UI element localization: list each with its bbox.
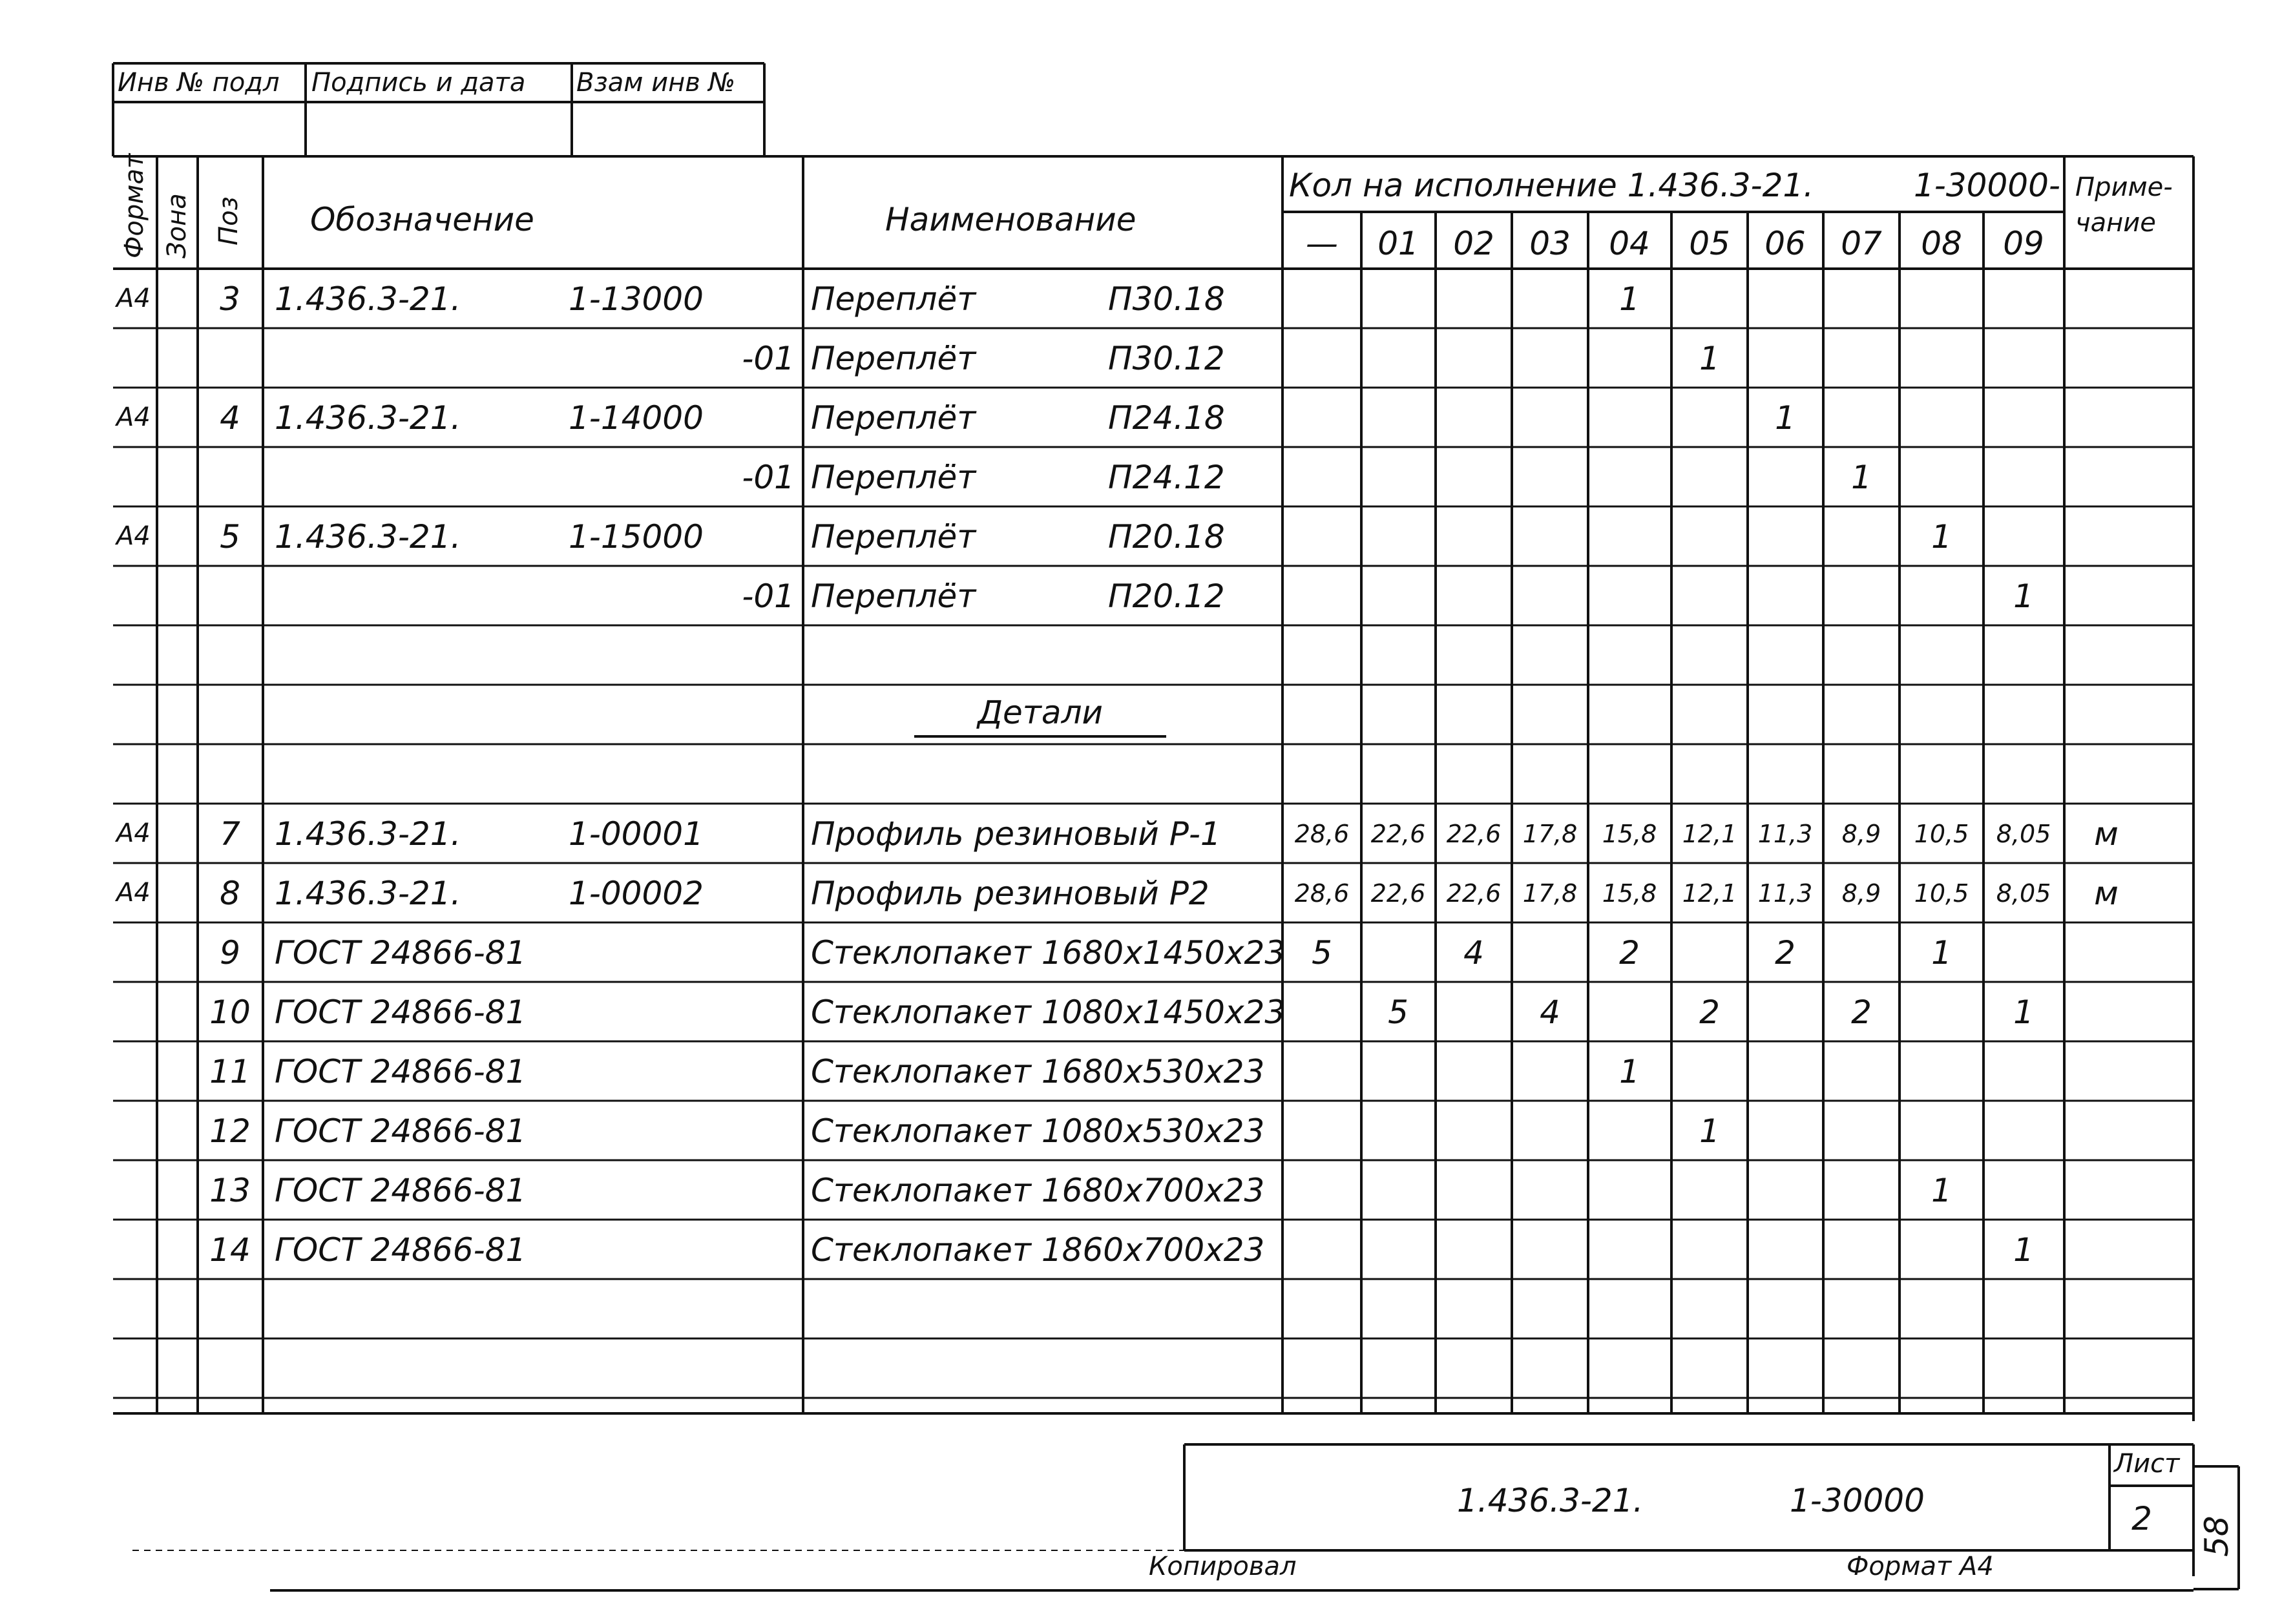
row-designation: 1.436.3-21. xyxy=(275,815,461,853)
row-position: 5 xyxy=(220,518,240,556)
qty-cell: 17,8 xyxy=(1522,820,1578,848)
row-designation: 1.436.3-21. xyxy=(275,875,461,912)
row-designation: ГОСТ 24866-81 xyxy=(275,1231,527,1269)
qty-cell: 1 xyxy=(1931,518,1952,556)
variant-header: 04 xyxy=(1609,225,1650,262)
variant-header: — xyxy=(1306,225,1338,262)
variant-header: 03 xyxy=(1529,225,1571,262)
row-note: м xyxy=(2094,815,2119,853)
stamp-podpis-data: Подпись и дата xyxy=(311,68,526,98)
qty-cell: 1 xyxy=(1619,280,1640,318)
qty-cell: 8,9 xyxy=(1841,879,1881,908)
header-kol-title: Кол на исполнение 1.436.3-21. xyxy=(1289,167,1814,204)
qty-cell: 28,6 xyxy=(1294,820,1350,848)
row-name-mark: П30.18 xyxy=(1108,280,1225,318)
row-name: Стеклопакет 1080х530х23 xyxy=(811,1112,1265,1150)
variant-header: 09 xyxy=(2003,225,2044,262)
stamp-vzam-inv: Взам инв № xyxy=(576,68,736,98)
qty-cell: 1 xyxy=(1775,399,1795,437)
qty-cell: 1 xyxy=(1619,1053,1640,1090)
qty-cell: 2 xyxy=(1699,994,1720,1031)
row-name: Профиль резиновый Р2 xyxy=(811,875,1209,912)
qty-cell: 1 xyxy=(1699,1112,1720,1150)
variant-header: 08 xyxy=(1921,225,1962,262)
qty-cell: 2 xyxy=(1775,934,1795,972)
row-name: Переплёт xyxy=(811,399,976,437)
row-name: Стеклопакет 1680х700х23 xyxy=(811,1172,1265,1209)
row-note: м xyxy=(2094,875,2119,912)
row-designation: ГОСТ 24866-81 xyxy=(275,1172,527,1209)
row-name-mark: П20.18 xyxy=(1108,518,1225,556)
header-kol-code: 1-30000- xyxy=(1914,167,2060,204)
qty-cell: 10,5 xyxy=(1914,879,1969,908)
section-title: Детали xyxy=(977,694,1104,731)
qty-cell: 8,05 xyxy=(1996,820,2051,848)
qty-cell: 22,6 xyxy=(1370,879,1426,908)
qty-cell: 22,6 xyxy=(1446,820,1502,848)
row-format: А4 xyxy=(116,521,151,551)
qty-cell: 8,9 xyxy=(1841,820,1881,848)
row-name-mark: П30.12 xyxy=(1108,340,1225,377)
qty-cell: 28,6 xyxy=(1294,879,1350,908)
variant-header: 01 xyxy=(1377,225,1419,262)
row-position: 14 xyxy=(209,1231,251,1269)
qty-cell: 1 xyxy=(1931,1172,1952,1209)
row-position: 13 xyxy=(209,1172,251,1209)
row-name: Переплёт xyxy=(811,340,976,377)
header-primechanie-2: чание xyxy=(2075,208,2156,238)
row-designation: ГОСТ 24866-81 xyxy=(275,1053,527,1090)
qty-cell: 5 xyxy=(1312,934,1332,972)
row-position: 8 xyxy=(220,875,240,912)
row-name-mark: П24.18 xyxy=(1108,399,1225,437)
qty-cell: 17,8 xyxy=(1522,879,1578,908)
row-name: Переплёт xyxy=(811,518,976,556)
row-designation: ГОСТ 24866-81 xyxy=(275,1112,527,1150)
qty-cell: 1 xyxy=(1931,934,1952,972)
row-name: Стеклопакет 1680х530х23 xyxy=(811,1053,1265,1090)
qty-cell: 8,05 xyxy=(1996,879,2051,908)
row-designation: ГОСТ 24866-81 xyxy=(275,994,527,1031)
row-position: 7 xyxy=(220,815,240,853)
row-position: 3 xyxy=(220,280,240,318)
row-position: 9 xyxy=(220,934,240,972)
row-designation-code: 1-00002 xyxy=(569,875,704,912)
qty-cell: 5 xyxy=(1388,994,1408,1031)
header-format: Формат xyxy=(120,153,149,258)
row-designation: ГОСТ 24866-81 xyxy=(275,934,527,972)
row-designation-code: 1-00001 xyxy=(569,815,704,853)
doc-designation-b: 1-30000 xyxy=(1790,1482,1925,1519)
row-name: Стеклопакет 1680х1450х23 xyxy=(811,934,1286,972)
row-position: 10 xyxy=(209,994,251,1031)
qty-cell: 2 xyxy=(1619,934,1640,972)
variant-header: 07 xyxy=(1841,225,1882,262)
qty-cell: 12,1 xyxy=(1682,820,1737,848)
row-name-mark: П20.12 xyxy=(1108,578,1225,615)
row-name: Стеклопакет 1080х1450х23 xyxy=(811,994,1286,1031)
footer-format: Формат А4 xyxy=(1847,1552,1994,1581)
footer-copied: Копировал xyxy=(1149,1552,1297,1581)
row-designation: 1.436.3-21. xyxy=(275,518,461,556)
qty-cell: 15,8 xyxy=(1602,879,1657,908)
qty-cell: 11,3 xyxy=(1757,879,1813,908)
row-designation: 1.436.3-21. xyxy=(275,280,461,318)
stamp-inv-podl: Инв № подл xyxy=(118,68,280,98)
row-designation-code: 1-14000 xyxy=(569,399,704,437)
row-format: А4 xyxy=(116,818,151,848)
row-name: Переплёт xyxy=(811,578,976,615)
row-designation-code: 1-15000 xyxy=(569,518,704,556)
qty-cell: 1 xyxy=(1851,459,1872,496)
variant-header: 02 xyxy=(1453,225,1494,262)
row-name: Профиль резиновый Р-1 xyxy=(811,815,1221,853)
qty-cell: 22,6 xyxy=(1370,820,1426,848)
row-designation-code: 1-13000 xyxy=(569,280,704,318)
row-name-mark: П24.12 xyxy=(1108,459,1225,496)
header-poz: Поз xyxy=(214,196,244,245)
row-format: А4 xyxy=(116,878,151,908)
page-side-number: 58 xyxy=(2198,1515,2235,1557)
row-format: А4 xyxy=(116,284,151,313)
header-primechanie-1: Приме- xyxy=(2075,172,2173,202)
row-name: Переплёт xyxy=(811,459,976,496)
qty-cell: 1 xyxy=(2013,994,2034,1031)
header-zona: Зона xyxy=(162,193,192,258)
row-position: 12 xyxy=(209,1112,251,1150)
qty-cell: 12,1 xyxy=(1682,879,1737,908)
variant-header: 06 xyxy=(1764,225,1806,262)
row-designation: 1.436.3-21. xyxy=(275,399,461,437)
row-name: Переплёт xyxy=(811,280,976,318)
header-oboznachenie: Обозначение xyxy=(310,201,534,238)
sheet-number: 2 xyxy=(2131,1500,2152,1537)
qty-cell: 1 xyxy=(1699,340,1720,377)
qty-cell: 4 xyxy=(1463,934,1484,972)
qty-cell: 15,8 xyxy=(1602,820,1657,848)
header-naimenovanie: Наименование xyxy=(885,201,1136,238)
variant-header: 05 xyxy=(1689,225,1730,262)
qty-cell: 10,5 xyxy=(1914,820,1969,848)
row-designation-suffix: -01 xyxy=(742,340,795,377)
qty-cell: 1 xyxy=(2013,1231,2034,1269)
qty-cell: 2 xyxy=(1851,994,1872,1031)
doc-designation-a: 1.436.3-21. xyxy=(1457,1482,1644,1519)
sheet-label: Лист xyxy=(2114,1449,2180,1479)
row-format: А4 xyxy=(116,402,151,432)
qty-cell: 11,3 xyxy=(1757,820,1813,848)
qty-cell: 1 xyxy=(2013,578,2034,615)
qty-cell: 22,6 xyxy=(1446,879,1502,908)
row-position: 11 xyxy=(209,1053,251,1090)
row-designation-suffix: -01 xyxy=(742,459,795,496)
qty-cell: 4 xyxy=(1540,994,1560,1031)
row-designation-suffix: -01 xyxy=(742,578,795,615)
row-name: Стеклопакет 1860х700х23 xyxy=(811,1231,1265,1269)
row-position: 4 xyxy=(220,399,240,437)
